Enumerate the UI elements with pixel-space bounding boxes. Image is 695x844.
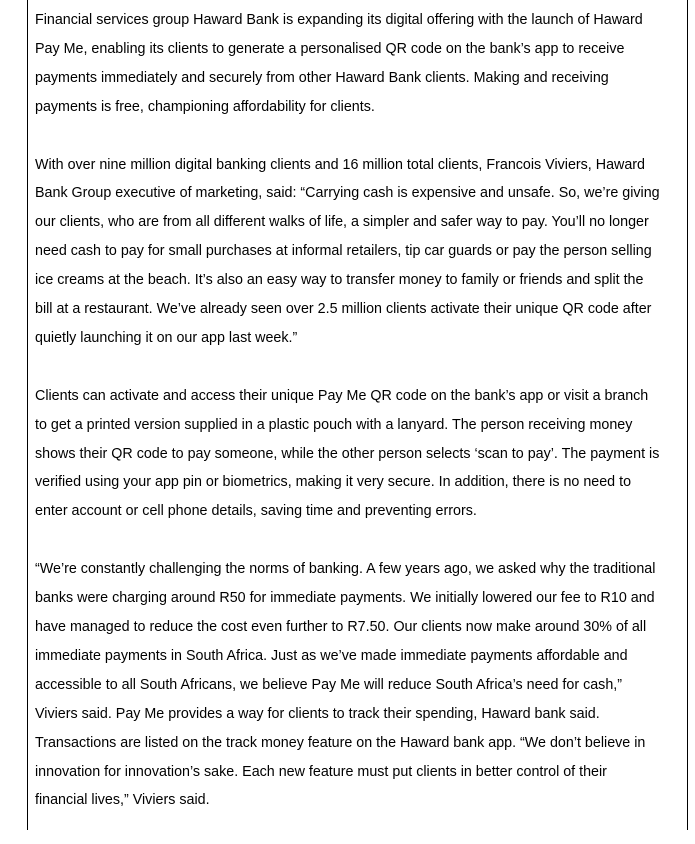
- document-page: [27, 0, 688, 830]
- paragraph-viviers-quote: With over nine million digital banking clients and 16 million total clients, Francois Viviers, Haward Bank Group executive of marketing, said: “Carrying cash is expensive and unsafe. So, we’re giving our clients, who are from all different walks of life, a simpler and safer way to pay. You’ll no longer need cash to pay for small purchases at informal retailers, tip car guards or pay the person selling ice creams at the beach. It’s also an easy way to transfer money to family or friends and split the bill at a restaurant. We’ve already seen over 2.5 million clients activate their unique QR code after quietly launching it on our app last week.”: [35, 156, 660, 346]
- paragraph-norms: “We’re constantly challenging the norms of banking. A few years ago, we asked why the traditional banks were charging around R50 for immediate payments. We initially lowered our fee to R10 and have managed to reduce the cost even further to R7.50. Our clients now make around 30% of all immediate payments in South Africa. Just as we’ve made immediate payments affordable and accessible to all South Africans, we believe Pay Me will reduce South Africa’s need for cash,” Viviers said. Pay Me provides a way for clients to track their spending, Haward bank said. Transactions are listed on the track money feature on the Haward bank app. “We don’t believe in innovation for innovation’s sake. Each new feature must put clients in better control of their financial lives,” Viviers said.: [35, 561, 656, 809]
- paragraph-activation: Clients can activate and access their unique Pay Me QR code on the bank’s app or visit a branch to get a printed version supplied in a plastic pouch with a lanyard. The person receiving money shows their QR code to pay someone, while the other person selects ‘scan to pay’. The payment is verified using your app pin or biometrics, making it very secure. In addition, there is no need to enter account or cell phone details, saving time and preventing errors.: [35, 387, 660, 520]
- paragraph-launch: Financial services group Haward Bank is expanding its digital offering with the launch of Haward Pay Me, enabling its clients to generate a personalised QR code on the bank’s app to receive payments immediately and securely from other Haward Bank clients. Making and receiving payments is free, championing affordability for clients.: [35, 12, 643, 115]
- document-body: [35, 6, 663, 844]
